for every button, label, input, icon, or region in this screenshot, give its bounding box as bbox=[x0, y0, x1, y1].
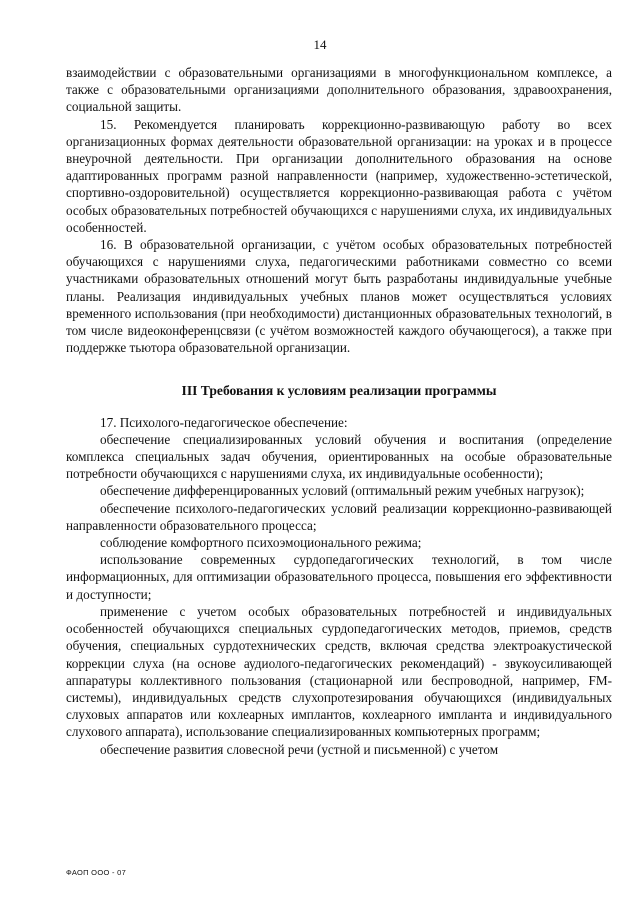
page-number: 14 bbox=[313, 37, 327, 52]
paragraph: 16. В образовательной организации, с учётом особых образовательных потребностей обучающихся с нарушениями слуха, педагогическими работниками совместно со всеми участниками образовательных отношений могут быть разработаны индивидуальные учебные планы. Реализация индивидуальных учебных планов может осуществляться условиях временного использования (при необходимости) дистанционных образовательных технологий, в том числе видеоконференцсвязи (с учётом возможностей каждого обучающегося), а также при поддержке тьютора образовательной организации. bbox=[66, 237, 612, 356]
list-item: обеспечение развития словесной речи (устной и письменной) с учетом bbox=[100, 741, 499, 757]
section-heading: III Требования к условиям реализации программы bbox=[181, 383, 497, 399]
list-item: обеспечение психолого-педагогических условий реализации коррекционно-развивающей направленности образовательного процесса; bbox=[66, 500, 612, 533]
paragraph: взаимодействии с образовательными организациями в многофункциональном комплексе, а также с образовательными организациями дополнительного образования, здравоохранения, социальной защиты. bbox=[66, 65, 612, 115]
document-body bbox=[66, 64, 612, 758]
paragraph: 15. Рекомендуется планировать коррекционно-развивающую работу во всех организационных формах деятельности образовательной организации: на уроках и в процессе внеурочной деятельности. При организации дополнительного образования на основе адаптированных программ разной направленности (например, художественно-эстетической, спортивно-оздоровительной) осуществляется коррекционно-развивающая работа с учётом особых образовательных потребностей обучающихся с нарушениями слуха, их индивидуальных особенностей. bbox=[66, 116, 612, 235]
footer-code: ФАОП ООО - 07 bbox=[66, 868, 127, 877]
list-item: обеспечение дифференцированных условий (оптимальный режим учебных нагрузок); bbox=[100, 483, 585, 499]
paragraph: 17. Психолого-педагогическое обеспечение: bbox=[100, 414, 348, 430]
list-item: использование современных сурдопедагогических технологий, в том числе информационных, для оптимизации образовательного процесса, повышения его эффективности и доступности; bbox=[66, 552, 612, 602]
list-item: применение с учетом особых образовательных потребностей и индивидуальных особенностей обучающихся специальных сурдопедагогических методов, приемов, средств обучения, специальных сурдотехнических средств, включая средства электроакустической коррекции слуха (на основе аудиолого-педагогических рекомендаций) - звукоусиливающей аппаратуры коллективного пользования (стационарной или беспроводной, например, FM-системы), индивидуальных средств слухопротезирования обучающихся (индивидуальных слуховых аппаратов или кохлеарных имплантов, кохлеарного импланта и индивидуального слухового аппарата), использование специализированных компьютерных программ; bbox=[66, 603, 612, 740]
list-item: обеспечение специализированных условий обучения и воспитания (определение комплекса специальных задач обучения, ориентированных на особые образовательные потребности обучающихся с нарушениями слуха, их индивидуальные особенности); bbox=[66, 431, 612, 482]
list-item: соблюдение комфортного психоэмоционального режима; bbox=[100, 535, 422, 551]
